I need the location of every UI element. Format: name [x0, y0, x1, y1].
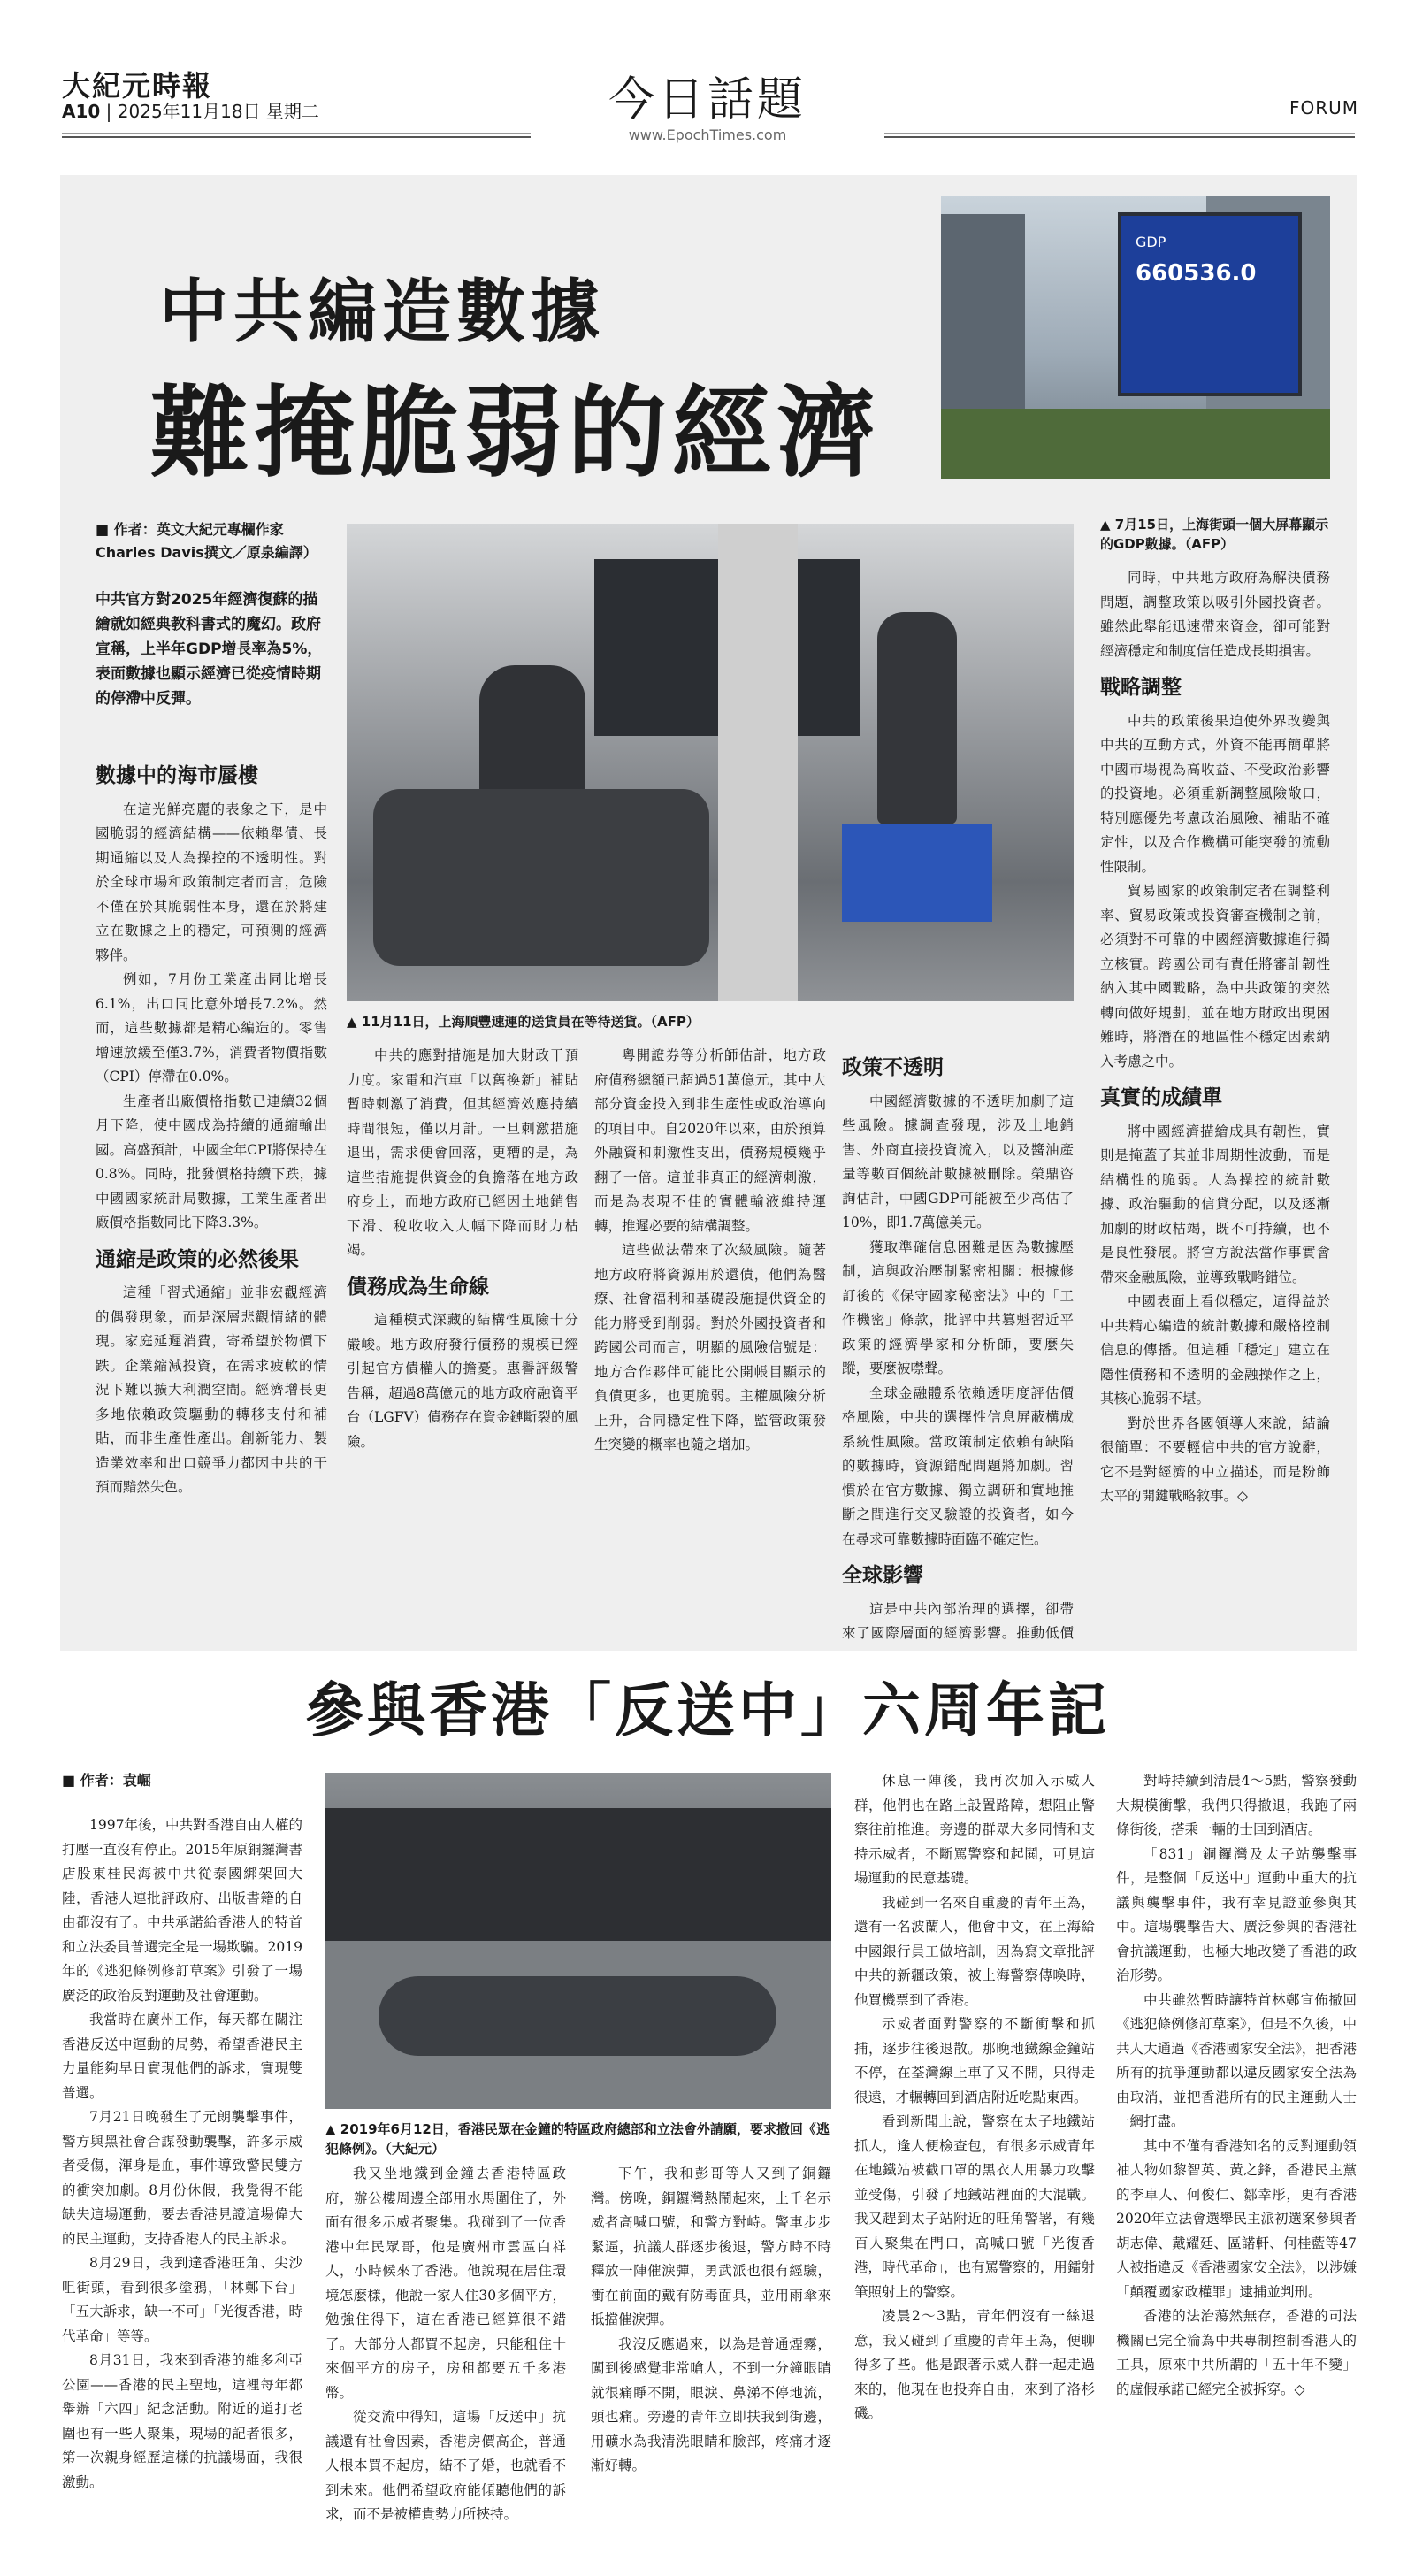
article-column	[347, 1044, 578, 1645]
paragraph: 中國經濟數據的不透明加劇了這些風險。據調查發現，涉及土地銷售、外商直接投資流入，以及醬油產量等數百個統計數據被刪除。榮鼎咨詢估計，中國GDP可能被至少高估了10%，即1.7萬億美元。	[842, 1092, 1074, 1230]
paragraph: 這種「習式通縮」並非宏觀經濟的偶發現象，而是深層悲觀情緒的體現。家庭延遲消費，寄希望於物價下跌。企業縮減投資，在需求疲軟的情況下難以擴大利潤空間。經濟增長更多地依賴政策驅動的轉移支付和補貼，而非生產性產出。創新能力、製造業效率和出口競爭力都因中共的干預而黯然失色。	[96, 1284, 327, 1495]
subheading: 真實的成績單	[1100, 1086, 1222, 1109]
paragraph: 凌晨2～3點，青年們沒有一絲退意，我又碰到了重慶的青年王為，便聊得多了些。他是跟著示威人群一起走過來的，他現在也投奔自由，來到了洛杉磯。	[854, 2308, 1095, 2421]
blue-basket	[842, 824, 992, 922]
umbrella-group	[379, 1976, 776, 2056]
subheading: 戰略調整	[1100, 676, 1182, 699]
article-headline-line1: 中共編造數據	[159, 272, 606, 352]
article-headline-line2: 難掩脆弱的經濟	[150, 375, 881, 491]
section-title: 今日話題	[608, 73, 807, 126]
paragraph: 粵開證券等分析師估計，地方政府債務總額已超過51萬億元，其中大部分資金投入到非生產性或政治導向的項目中。自2020年以來，由於預算外融資和刺激性支出，債務規模幾乎翻了一倍。這並非真正的經濟刺激，而是為表現不佳的實體輸液維持運轉，推遲必要的結構調整。	[594, 1047, 826, 1234]
subheading: 債務成為生命線	[347, 1275, 489, 1299]
paragraph: 從交流中得知，這場「反送中」抗議還有社會因素，香港房價高企，普通人根本買不起房，結不了婚，也就看不到未來。他們希望政府能傾聽他們的訴求，而不是被權貴勢力所挾持。	[325, 2409, 566, 2522]
article2-headline: 參與香港「反送中」六周年記	[305, 1675, 1110, 1744]
paragraph: 中共的應對措施是加大財政干預力度。家電和汽車「以舊換新」補貼暫時刺激了消費，但其經濟效應持續時間很短，僅以月計。一旦刺激措施退出，需求便會回落，更糟的是，為這些措施提供資金的負擔落在地方政府身上，而地方政府已經因土地銷售下滑、稅收收入大幅下降而財力枯竭。	[347, 1047, 578, 1258]
trees	[941, 409, 1330, 479]
gdp-screen	[1118, 212, 1302, 396]
paragraph: 下午，我和彭哥等人又到了銅鑼灣。傍晚，銅鑼灣熱鬧起來，上千名示威者高喊口號，和警方對峙。警車步步緊逼，抗議人群逐步後退，警方時不時釋放一陣催淚彈，勇武派也很有經驗，衝在前面的戴有防毒面具，並用雨傘來抵擋催淚彈。	[591, 2166, 831, 2327]
paragraph: 中共的政策後果迫使外界改變與中共的互動方式，外資不能再簡單將中國市場視為高收益、不受政治影響的投資地。必須重新調整風險敞口，特別應優先考慮政治風險、補貼不確定性，以及合作機構可能突發的流動性限制。	[1100, 712, 1330, 875]
paragraph: 我沒反應過來，以為是普通煙霧，闖到後感覺非常嗆人，不到一分鐘眼睛就很痛睜不開，眼淚、鼻涕不停地流，頭也痛。旁邊的青年立即扶我到街邊，用礦水為我清洗眼睛和臉部，疼痛才逐漸好轉。	[591, 2335, 831, 2473]
paragraph: 示威者面對警察的不斷衝擊和抓捕，逐步往後退散。那晚地鐵線金鐘站不停，在荃灣線上車了又不開，只得走很遠，才輾轉回到酒店附近吃點東西。	[854, 2016, 1095, 2105]
protest-photo	[325, 1773, 831, 2109]
screen-number: 660536.0	[1136, 260, 1257, 287]
paragraph: 中共雖然暫時讓特首林鄭宣佈撤回《逃犯條例修訂草案》，但是不久後，中共人大通過《香港國家安全法》，把香港所有的抗爭運動都以違反國家安全法為由取消，並把香港所有的民主運動人士一網打盡。	[1116, 1991, 1357, 2129]
byline: ■ 作者：英文大紀元專欄作家 Charles Davis撰文／原泉編譯）	[96, 521, 317, 561]
subheading: 通縮是政策的必然後果	[96, 1247, 299, 1271]
article2-column	[1116, 1769, 1357, 2557]
lead-paragraph: 中共官方對2025年經濟復蘇的描繪就如經典教科書式的魔幻。政府宣稱，上半年GDP增長率為5%，表面數據也顯示經濟已從疫情時期的停滯中反彈。	[96, 591, 323, 708]
subheading: 數據中的海市蜃樓	[96, 764, 258, 787]
paragraph: 在這光鮮亮麗的表象之下，是中國脆弱的經濟結構——依賴舉債、長期通縮以及人為操控的不透明性。對於全球市場和政策制定者而言，危險不僅在於其脆弱性本身，還在於將建立在數據之上的穩定，可預測的經濟夥伴。	[96, 801, 327, 963]
paragraph: 看到新聞上說，警察在太子地鐵站抓人，逢人便檢查包，有很多示威青年在地鐵站被截口罩的黑衣人用暴力攻擊並受傷，引發了地鐵站裡面的大混戰。我又趕到太子站附近的旺角警署，有幾百人聚集在門口，高喊口號「光復香港，時代革命」，也有罵警察的，用鐳射筆照射上的警察。	[854, 2113, 1095, 2300]
masthead-logo: 大紀元時報	[62, 69, 213, 103]
date-separator: |	[105, 101, 118, 122]
subheading: 政策不透明	[842, 1056, 944, 1079]
page-number: A10	[62, 101, 101, 122]
paragraph: 這是中共內部治理的選擇，卻帶來了國際層面的經濟影響。推動低價	[842, 1600, 1074, 1641]
paragraph: 8月29日，我到達香港旺角、尖沙咀街頭，看到很多塗鴉，「林鄭下台」「五大訴求，缺一不可」「光復香港，時代革命」等等。	[62, 2255, 302, 2344]
subheading: 全球影響	[842, 1564, 923, 1587]
article-column	[842, 1044, 1074, 1645]
section-label: FORUM	[1289, 97, 1358, 119]
crowd	[325, 1808, 831, 1941]
paragraph: 生產者出廠價格指數已連續32個月下降，使中國成為持續的通縮輸出國。高盛預計，中國全年CPI將保持在0.8%。同時，批發價格持續下跌，據中國國家統計局數據，工業生產者出廠價格指數同比下降3.3%。	[96, 1092, 327, 1230]
paragraph: 獲取準確信息困難是因為數據壓制，這與政治壓制緊密相關：根據修訂後的《保守國家秘密法》中的「工作機密」條款，批評中共篡魁習近平政策的經濟學家和分析師，要麼失蹤，要麼被噤聲。	[842, 1238, 1074, 1376]
paragraph: 對於世界各國領導人來說，結論很簡單：不要輕信中共的官方說辭，它不是對經濟的中立描述，而是粉飾太平的開鍵戰略敘事。◇	[1100, 1414, 1330, 1504]
paragraph: 貿易國家的政策制定者在調整利率、貿易政策或投資審查機制之前，必須對不可靠的中國經濟數據進行獨立核實。跨國公司有責任將審計韌性納入其中國戰略，為中共政策的突然轉向做好規劃，並在地方財政出現困難時，將潛在的地區性不穩定因素納入考慮之中。	[1100, 883, 1330, 1070]
paragraph: 休息一陣後，我再次加入示威人群，他們也在路上設置路障，想阻止警察往前推進。旁邊的群眾大多同情和支持示威者，不斷罵警察和起鬨，可見這場運動的民意基礎。	[854, 1773, 1095, 1886]
paragraph: 8月31日，我來到香港的維多利亞公園——香港的民主聖地，這裡每年都舉辦「六四」紀念活動。附近的道打老圍也有一些人聚集，現場的記者很多，第一次親身經歷這樣的抗議場面，我很激動。	[62, 2352, 302, 2490]
paragraph: 「831」銅鑼灣及太子站襲擊事件，是整個「反送中」運動中重大的抗議與襲擊事件，我有幸見證並參與其中。這場襲擊告大、廣泛參與的香港社會抗議運動，也極大地改變了香港的政治形勢。	[1116, 1845, 1357, 1983]
article2-column	[591, 2162, 831, 2557]
article2-column	[62, 1813, 302, 2557]
scooter	[373, 789, 709, 966]
photo-caption-main: ▲ 11月11日，上海順豐速運的送貨員在等待送貨。（AFP）	[347, 1014, 700, 1030]
paragraph: 我又坐地鐵到金鐘去香港特區政府，辦公樓周邊全部用水馬圍住了，外面有很多示威者聚集。我碰到了一位香港中年民眾哥，他是廣州市雲區白祥人，小時候來了香港。他說現在居住環境怎麼樣，他說一家人住30多個平方，勉強住得下，這在香港已經算很不錯了。大部分人都買不起房，只能租住十來個平方的房子，房租都要五千多港幣。	[325, 2166, 566, 2401]
issue-date: 2025年11月18日 星期二	[117, 101, 319, 122]
paragraph: 1997年後，中共對香港自由人權的打壓一直沒有停止。2015年原銅鑼灣書店股東桂民海被中共從泰國綁架回大陸，香港人連批評政府、出版書籍的自由都沒有了。中共承諾給香港人的特首和立法委員普選完全是一場欺騙。2019年的《逃犯條例修訂草案》引發了一場廣泛的政治反對運動及社會運動。	[62, 1817, 302, 2004]
paragraph: 這種模式深藏的結構性風險十分嚴峻。地方政府發行債務的規模已經引起官方債權人的擔憂。惠譽評級警告稱，超過8萬億元的地方政府融資平台（LGFV）債務存在資金鏈斷裂的風險。	[347, 1312, 578, 1450]
paragraph: 這些做法帶來了次級風險。隨著地方政府將資源用於還債，他們為醫療、社會福利和基礎設施提供資金的能力將受到削弱。對於外國投資者和跨國公司而言，明顯的風險信號是：地方合作夥伴可能比公開帳目顯示的負債更多，也更脆弱。主權風險分析上升，合同穩定性下降，監管政策發生突變的概率也隨之增加。	[594, 1242, 826, 1453]
paragraph: 我當時在廣州工作，每天都在關注香港反送中運動的局勢，希望香港民主力量能夠早日實現他們的訴求，實現雙普選。	[62, 2012, 302, 2101]
paragraph: 其中不僅有香港知名的反對運動領袖人物如黎智英、黃之鋒，香港民主黨的李卓人、何俊仁、鄒幸彤，更有香港2020年立法會選舉民主派初選案參與者胡志偉、戴耀廷、區諾軒、何桂藍等47人被指違反《香港國家安全法》，以涉嫌「顛覆國家政權罪」逮捕並判刑。	[1116, 2137, 1357, 2300]
main-photo	[347, 524, 1074, 1001]
paragraph: 7月21日晚發生了元朗襲擊事件，警方與黑社會合謀發動襲擊，許多示威者受傷，渾身是血，事件導致警民雙方的衝突加劇。8月份休假，我覺得不能缺失這場運動，要去香港見證這場偉大的民主運動，支持香港人的民主訴求。	[62, 2109, 302, 2247]
site-url: www.EpochTimes.com	[531, 126, 884, 143]
page-date	[62, 97, 319, 123]
pillar	[718, 524, 798, 1001]
paragraph: 例如，7月份工業產出同比增長6.1%，出口同比意外增長7.2%。然而，這些數據都是精心編造的。零售增速放緩至僅3.7%，消費者物價指數（CPI）停滯在0.0%。	[96, 971, 327, 1085]
courier-right	[877, 612, 957, 824]
screen-label: GDP	[1136, 234, 1166, 250]
photo-caption: ▲ 7月15日，上海街頭一個大屏幕顯示的GDP數據。（AFP）	[1100, 517, 1329, 552]
article2-column	[854, 1769, 1095, 2557]
protest-photo-caption: ▲ 2019年6月12日，香港民眾在金鐘的特區政府總部和立法會外請願，要求撤回《逃犯條例》。（大紀元）	[325, 2121, 830, 2157]
paragraph: 我碰到一名來自重慶的青年王為，還有一名波蘭人，他會中文，在上海給中國銀行員工做培訓，因為寫文章批評中共的新疆政策，被上海警察傳喚時，他買機票到了香港。	[854, 1894, 1095, 2008]
article-column	[1100, 566, 1330, 1645]
article-column	[96, 752, 327, 1645]
article2-column	[325, 2162, 566, 2557]
paragraph: 全球金融體系依賴透明度評估價格風險，中共的選擇性信息屏蔽構成系統性風險。當政策制定依賴有缺陷的數據時，資源錯配問題將加劇。習慣於在官方數據、獨立調研和實地推斷之間進行交叉驗證的投資者，如今在尋求可靠數據時面臨不確定性。	[842, 1384, 1074, 1547]
paragraph: 對峙持續到清晨4～5點，警察發動大規模衝擊，我們只得撤退，我跑了兩條街後，搭乘一輛的士回到酒店。	[1116, 1773, 1357, 1837]
paragraph: 將中國經濟描繪成具有韌性，實則是掩蓋了其並非周期性波動，而是結構性的脆弱。人為操控的統計數據、政治驅動的信貸分配，以及逐漸加劇的財政枯竭，既不可持續，也不是良性發展。將官方說法當作事實會帶來金融風險，並導致戰略錯位。	[1100, 1123, 1330, 1285]
article-column	[594, 1044, 826, 1645]
article2-byline: ■ 作者：袁崛	[62, 1772, 151, 1789]
paragraph: 同時，中共地方政府為解決債務問題，調整政策以吸引外國投資者。雖然此舉能迅速帶來資金，卻可能對經濟穩定和制度信任造成長期損害。	[1100, 570, 1330, 659]
paragraph: 香港的法治蕩然無存，香港的司法機關已完全淪為中共專制控制香港人的工具，原來中共所謂的「五十年不變」的虛假承諾已經完全被拆穿。◇	[1116, 2308, 1357, 2397]
gdp-screen-photo	[941, 196, 1330, 479]
paragraph: 中國表面上看似穩定，這得益於中共精心編造的統計數據和嚴格控制信息的傳播。但這種「穩定」建立在隱性債務和不透明的金融操作之上，其核心脆弱不堪。	[1100, 1293, 1330, 1407]
